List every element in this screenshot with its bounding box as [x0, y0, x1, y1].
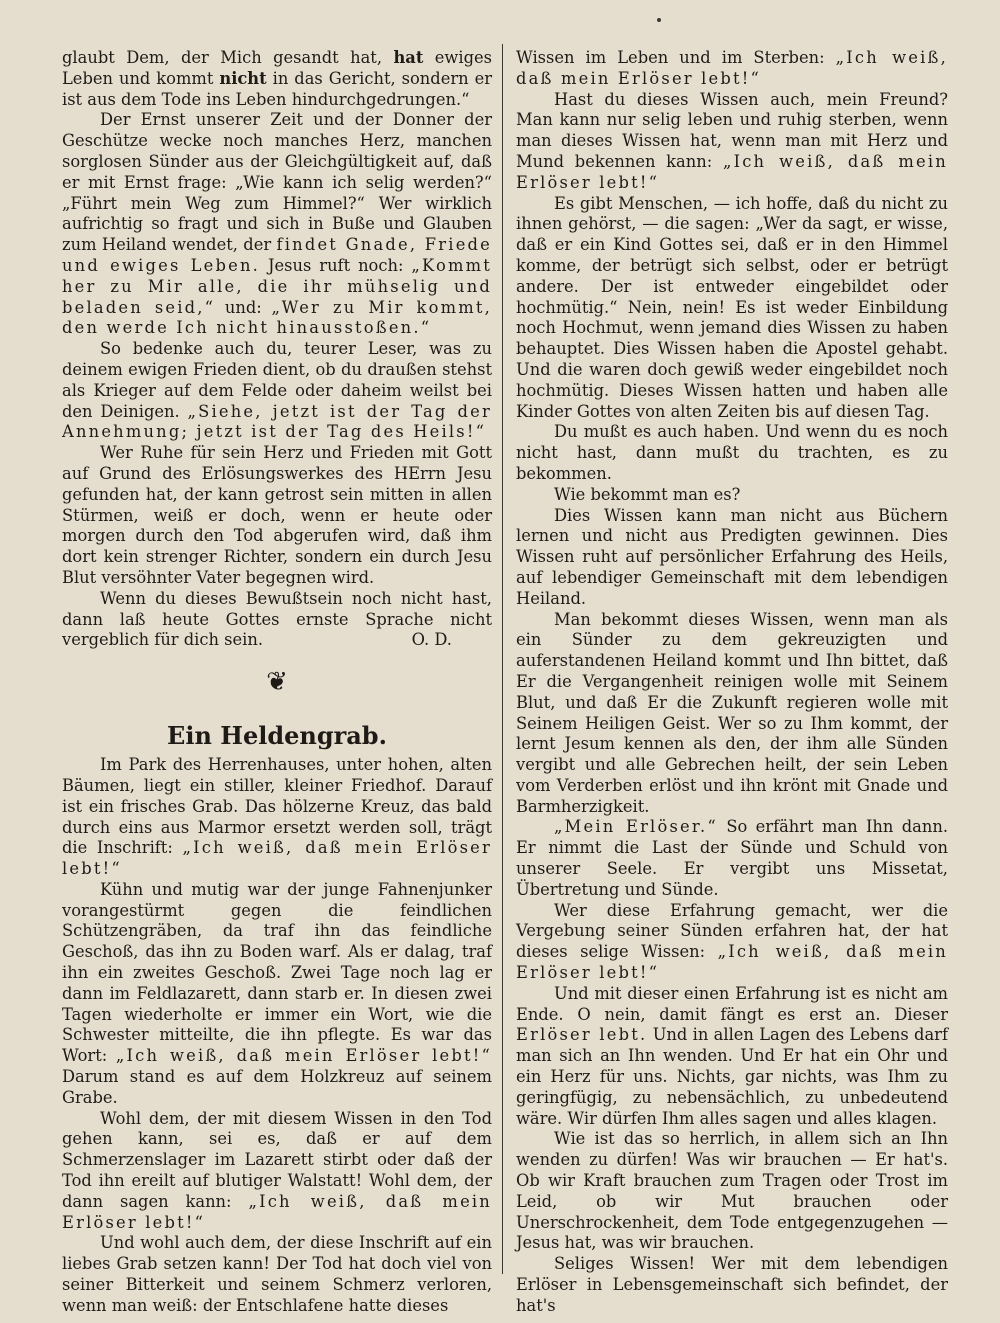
paragraph: Wer diese Erfahrung gemacht, wer die Vergebung seiner Sünden erfahren hat, der hat dieses selige Wissen: „Ich weiß, daß mein Erlöser lebt!“: [516, 900, 948, 983]
paragraph: Wie bekommt man es?: [554, 484, 741, 504]
paragraph: Kühn und mutig war der junge Fahnenjunker vorangestürmt gegen die feindlichen Schützengräben, da traf ihn das feindliche Geschoß, das ihn zu Boden warf. Als er dalag, traf ihn ein zweites Geschoß. Zwei Tage noch lag er dann im Feldlazarett, dann starb er. In diesen zwei Tagen wiederholte er immer ein Wort, wie die Schwester mitteilte, die ihn pflegte. Es war das Wort: „Ich weiß, daß mein Erlöser lebt!“ Darum stand es auf dem Holzkreuz auf seinem Grabe.: [62, 879, 492, 1107]
paragraph: Wenn du dieses Bewußtsein noch nicht hast, dann laß heute Gottes ernste Sprache nicht vergeblich für dich sein.: [62, 588, 492, 650]
paragraph: glaubt Dem, der Mich gesandt hat, hat ewiges Leben und kommt nicht in das Gericht, sondern er ist aus dem Tode ins Leben hindurchgedrungen.“: [62, 48, 492, 109]
paragraph: Es gibt Menschen, — ich hoffe, daß du nicht zu ihnen gehörst, — die sagen: „Wer da sagt, er wisse, daß er ein Kind Gottes sei, daß er in den Himmel komme, der betrügt sich selbst, oder er betrügt andere. Der ist entweder eingebildet oder hochmütig.“ Nein, nein! Es ist weder Einbildung noch Hochmut, wenn jemand dies Wissen zu haben behauptet. Dies Wissen haben die Apostel gehabt. Und die waren doch gewiß weder eingebildet noch hochmütig. Dieses Wissen hatten und haben alle Kinder Gottes von alten Zeiten bis auf diesen Tag.: [516, 193, 948, 421]
paragraph: Du mußt es auch haben. Und wenn du es noch nicht hast, dann mußt du trachten, es zu bekommen.: [516, 422, 948, 483]
left-column: [62, 48, 492, 1317]
page-mark: [657, 18, 661, 22]
paragraph: „Mein Erlöser.“ So erfährt man Ihn dann. Er nimmt die Last der Sünde und Schuld von unserer Seele. Er vergibt uns Missetat, Übertretung und Sünde.: [516, 817, 948, 899]
paragraph: Wohl dem, der mit diesem Wissen in den Tod gehen kann, sei es, daß er auf dem Schmerzenslager im Lazarett stirbt oder daß der Tod ihn ereilt auf blutiger Walstatt! Wohl dem, der dann sagen kann: „Ich weiß, daß mein Erlöser lebt!“: [62, 1108, 492, 1232]
paragraph: Wissen im Leben und im Sterben: „Ich weiß, daß mein Erlöser lebt!“: [516, 48, 948, 88]
paragraph: Und wohl auch dem, der diese Inschrift auf ein liebes Grab setzen kann! Der Tod hat doch viel von seiner Bitterkeit und seinem Schmerz verloren, wenn man weiß: der Entschlafene hatte dieses: [62, 1233, 492, 1315]
paragraph: Seliges Wissen! Wer mit dem lebendigen Erlöser in Lebensgemeinschaft sich befindet, der hat's: [516, 1254, 948, 1315]
column-divider: [502, 44, 503, 1274]
paragraph: Und mit dieser einen Erfahrung ist es nicht am Ende. O nein, damit fängt es erst an. Dieser Erlöser lebt. Und in allen Lagen des Lebens darf man sich an Ihn wenden. Und Er hat ein Ohr und ein Herz für uns. Nichts, gar nichts, was Ihm zu geringfügig, zu nebensächlich, zu unbedeutend wäre. Wir dürfen Ihm alles sagen und alles klagen.: [516, 983, 948, 1128]
paragraph: Dies Wissen kann man nicht aus Büchern lernen und nicht aus Predigten gewinnen. Dies Wissen ruht auf persönlicher Erfahrung des Heils, auf lebendiger Gemeinschaft mit dem lebendigen Heiland.: [516, 505, 948, 608]
ornament-icon: ❦: [266, 667, 288, 698]
paragraph: Hast du dieses Wissen auch, mein Freund? Man kann nur selig leben und ruhig sterben, wenn man dieses Wissen hat, wenn man mit Herz und Mund bekennen kann: „Ich weiß, daß mein Erlöser lebt!“: [516, 89, 948, 192]
paragraph: Der Ernst unserer Zeit und der Donner der Geschütze wecke noch manches Herz, manchen sorglosen Sünder aus der Gleichgültigkeit auf, daß er mit Ernst frage: „Wie kann ich selig werden?“ „Führt mein Weg zum Himmel?“ Wer wirklich aufrichtig so fragt und sich in Buße und Glauben zum Heiland wendet, der findet Gnade, Friede und ewiges Leben. Jesus ruft noch: „Kommt her zu Mir alle, die ihr mühselig und beladen seid,“ und: „Wer zu Mir kommt, den werde Ich nicht hinausstoßen.“: [62, 110, 493, 338]
paragraph: Wer Ruhe für sein Herz und Frieden mit Gott auf Grund des Erlösungswerkes des HErrn Jesu gefunden hat, der kann getrost sein mitten in allen Stürmen, weiß er doch, wenn er heute oder morgen durch den Tod abgerufen wird, daß ihm dort kein strenger Richter, sondern ein durch Jesu Blut versöhnter Vater begegnen wird.: [62, 443, 492, 587]
paragraph: Im Park des Herrenhauses, unter hohen, alten Bäumen, liegt ein stiller, kleiner Friedhof. Darauf ist ein frisches Grab. Das hölzerne Kreuz, das bald durch eins aus Marmor ersetzt werden soll, trägt die Inschrift: „Ich weiß, daß mein Erlöser lebt!“: [62, 755, 492, 879]
paragraph: So bedenke auch du, teurer Leser, was zu deinem ewigen Frieden dient, ob du draußen stehst als Krieger auf dem Felde oder daheim weilst bei den Deinigen. „Siehe, jetzt ist der Tag der Annehmung; jetzt ist der Tag des Heils!“: [62, 339, 492, 442]
right-column: [516, 48, 948, 1317]
paragraph: Wie ist das so herrlich, in allem sich an Ihn wenden zu dürfen! Was wir brauchen — Er hat's. Ob wir Kraft brauchen zum Tragen oder Trost im Leid, ob wir Mut brauchen oder Unerschrockenheit, dem Tode entgegenzugehen — Jesus hat, was wir brauchen.: [516, 1129, 948, 1253]
signature: O. D.: [411, 630, 452, 650]
article-headline: Ein Heldengrab.: [167, 721, 387, 751]
paragraph: Man bekommt dieses Wissen, wenn man als ein Sünder zu dem gekreuzigten und auferstandenen Heiland kommt und Ihn bittet, daß Er die Vergangenheit reinigen wolle mit Seinem Blut, und daß Er die Zukunft regieren wolle mit Seinem Heiligen Geist. Wer so zu Ihm kommt, der lernt Jesum kennen als den, der ihm alle Sünden vergibt und alle Gebrechen heilt, der sein Leben vom Verderben erlöst und ihn krönt mit Gnade und Barmherzigkeit.: [516, 609, 948, 816]
